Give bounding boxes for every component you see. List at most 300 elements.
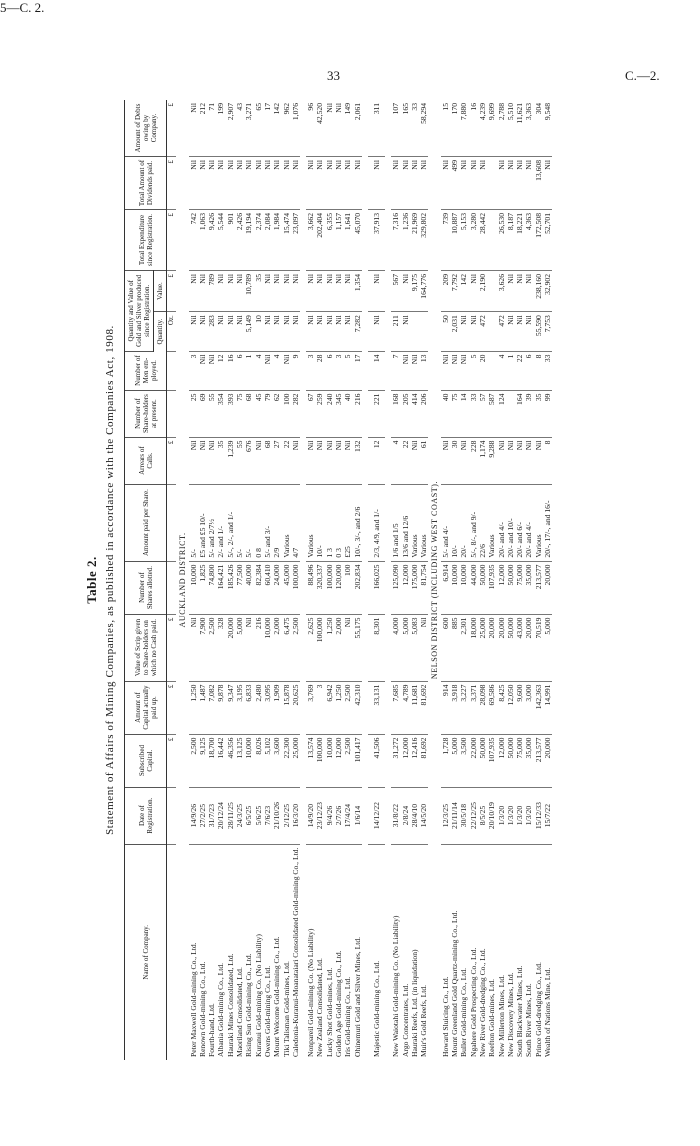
cell-scrip: 20,000 xyxy=(497,614,506,681)
cell-amount: 22/6 xyxy=(478,484,487,561)
cell-men: Nil xyxy=(441,351,450,390)
table-row xyxy=(450,100,459,1060)
col-amount-per-share: Amount paid per Share. xyxy=(125,484,167,561)
table-row xyxy=(325,100,334,1060)
cell-quantity xyxy=(487,312,496,351)
cell-arrears: Nil xyxy=(254,437,263,484)
cell-value: 1,354 xyxy=(353,271,362,312)
cell-paid: 9,878 xyxy=(216,681,225,734)
cell-value: 238,160 xyxy=(534,271,543,312)
cell-paid: 2,500 xyxy=(343,681,352,734)
unit-pound: £ xyxy=(167,437,177,484)
cell-men: 3 xyxy=(189,351,198,390)
cell-dividends: Nil xyxy=(515,157,524,210)
cell-amount: Various xyxy=(419,484,428,561)
cell-date: 1/3/20 xyxy=(515,787,524,844)
cell-holders: 45 xyxy=(254,390,263,437)
footer-code: 5—C. 2. xyxy=(0,0,45,15)
cell-subscribed: 22,000 xyxy=(469,734,478,787)
cell-holders: 62 xyxy=(272,390,281,437)
cell-name: Owens Gold-mining Co., Ltd. xyxy=(262,965,272,1057)
cell-dividends: Nil xyxy=(306,157,315,210)
cell-amount: 10/- xyxy=(315,484,324,561)
cell-arrears: Nil xyxy=(189,437,198,484)
cell-debts: 2,788 xyxy=(497,100,506,157)
cell-subscribed: 41,506 xyxy=(368,734,385,787)
cell-debts: Nil xyxy=(334,100,343,157)
cell-arrears: 27 xyxy=(272,437,281,484)
cell-date: 14/5/20 xyxy=(419,787,428,844)
cell-date: 30/5/18 xyxy=(459,787,468,844)
cell-scrip: 2,000 xyxy=(272,614,281,681)
cell-men: 6 xyxy=(524,351,533,390)
cell-arrears: 4 xyxy=(391,437,400,484)
table-row xyxy=(515,100,524,1060)
cell-scrip: 25,000 xyxy=(478,614,487,681)
cell-subscribed: 50,000 xyxy=(506,734,515,787)
cell-subscribed: 13,574 xyxy=(306,734,315,787)
cell-expenditure: 3,280 xyxy=(469,210,478,271)
cell-name: Hauraki Mines Consolidated, Ltd. xyxy=(225,953,235,1057)
cell-paid: 3,227 xyxy=(459,681,468,734)
cell-dividends: Nil xyxy=(506,157,515,210)
cell-shares: 164,421 xyxy=(216,561,225,614)
cell-date: 2/12/25 xyxy=(282,787,291,844)
cell-scrip: 10,000 xyxy=(263,614,272,681)
cell-date: 15/12/33 xyxy=(534,787,543,844)
cell-men: 7 xyxy=(391,351,400,390)
cell-quantity: Nil xyxy=(272,312,281,351)
cell-dividends: Nil xyxy=(401,157,410,210)
cell-men: 6 xyxy=(325,351,334,390)
table-subtitle: Statement of Affairs of Mining Companies, as published in accordance with the Companies Act, 1908. xyxy=(104,325,116,835)
cell-subscribed: 25,000 xyxy=(291,734,300,787)
cell-shares: 202,834 xyxy=(353,561,362,614)
cell-quantity: Nil xyxy=(291,312,300,351)
cell-shares: 107,935 xyxy=(487,561,496,614)
cell-quantity: 472 xyxy=(478,312,487,351)
cell-amount: 4/7 xyxy=(291,484,300,561)
cell-arrears: Nil xyxy=(515,437,524,484)
cell-arrears: 35 xyxy=(216,437,225,484)
cell-shares: 125,090 xyxy=(391,561,400,614)
cell-paid: 1,487 xyxy=(198,681,207,734)
cell-men: 4 xyxy=(272,351,281,390)
cell-value: 567 xyxy=(391,271,400,312)
cell-paid: 33,131 xyxy=(368,681,385,734)
cell-expenditure: 15,474 xyxy=(282,210,291,271)
cell-expenditure: 901 xyxy=(226,210,235,271)
cell-subscribed: 5,102 xyxy=(263,734,272,787)
cell-men: 14 xyxy=(368,351,385,390)
cell-value: 7,792 xyxy=(450,271,459,312)
cell-quantity: Nil xyxy=(368,312,385,351)
cell-debts: 5,510 xyxy=(506,100,515,157)
table-row xyxy=(478,100,487,1060)
cell-amount: 20/- and 4/- xyxy=(524,484,533,561)
cell-shares: 24,000 xyxy=(272,561,281,614)
cell-name: Argo Concentrates, Ltd. xyxy=(400,983,410,1057)
cell-scrip: 1,250 xyxy=(325,614,334,681)
cell-expenditure: 8,187 xyxy=(506,210,515,271)
cell-subscribed: 2,500 xyxy=(189,734,198,787)
cell-scrip: 5,000 xyxy=(543,614,552,681)
cell-scrip: Nil xyxy=(189,614,198,681)
cell-holders: 39 xyxy=(524,390,533,437)
cell-date: 7/6/23 xyxy=(263,787,272,844)
cell-holders: 79 xyxy=(263,390,272,437)
cell-subscribed: 12,000 xyxy=(334,734,343,787)
cell-quantity: Nil xyxy=(216,312,225,351)
cell-shares: 6,914 xyxy=(441,561,450,614)
cell-subscribed: 9,125 xyxy=(198,734,207,787)
cell-value: 9,175 xyxy=(410,271,419,312)
cell-men: 1 xyxy=(244,351,253,390)
cell-dividends: Nil xyxy=(272,157,281,210)
cell-scrip: 43,000 xyxy=(515,614,524,681)
district-heading: NELSON DISTRICT (INCLUDING WEST COAST). xyxy=(430,480,440,680)
cell-value: 35 xyxy=(254,271,263,312)
cell-subscribed: 107,935 xyxy=(487,734,496,787)
table-row xyxy=(272,100,281,1060)
cell-value: Nil xyxy=(469,271,478,312)
cell-men: 6 xyxy=(235,351,244,390)
cell-paid: 69,586 xyxy=(487,681,496,734)
cell-amount: 0 3 xyxy=(334,484,343,561)
table-row xyxy=(343,100,352,1060)
cell-shares: 100,000 xyxy=(325,561,334,614)
cell-dividends: 13,608 xyxy=(534,157,543,210)
cell-shares: 10,000 xyxy=(459,561,468,614)
cell-quantity: Nil xyxy=(263,312,272,351)
cell-holders: 240 xyxy=(325,390,334,437)
cell-value: Nil xyxy=(272,271,281,312)
table-row xyxy=(353,100,362,1060)
col-date: Date of Registration. xyxy=(125,787,167,844)
cell-subscribed: 46,356 xyxy=(226,734,235,787)
cell-dividends: Nil xyxy=(524,157,533,210)
cell-scrip: 2,500 xyxy=(207,614,216,681)
cell-expenditure: 1,157 xyxy=(334,210,343,271)
cell-quantity: 283 xyxy=(207,312,216,351)
unit-pound: £ xyxy=(167,614,177,681)
cell-date: 1/3/20 xyxy=(506,787,515,844)
cell-subscribed: 31,272 xyxy=(391,734,400,787)
cell-amount: 5/- and 4/- xyxy=(441,484,450,561)
cell-arrears: Nil xyxy=(198,437,207,484)
col-debts: Amount of Debts owing by Company. xyxy=(125,100,167,157)
cell-shares: 45,000 xyxy=(282,561,291,614)
cell-name: Prince Gold-dredging Co., Ltd. xyxy=(533,962,543,1057)
cell-scrip: Nil xyxy=(244,614,253,681)
cell-paid: 12,050 xyxy=(506,681,515,734)
cell-value: Nil xyxy=(401,271,410,312)
unit-pound: £ xyxy=(167,734,177,787)
table-row xyxy=(487,100,496,1060)
cell-value: Nil xyxy=(189,271,198,312)
cell-holders: 100 xyxy=(282,390,291,437)
cell-shares: 10,000 xyxy=(189,561,198,614)
cell-quantity: 5,149 xyxy=(244,312,253,351)
cell-scrip: 600 xyxy=(441,614,450,681)
cell-paid: 8,425 xyxy=(497,681,506,734)
cell-paid: 142,363 xyxy=(534,681,543,734)
cell-name: Mount Welcome Gold-mining Co., Ltd. xyxy=(272,936,282,1057)
rotated-table-block xyxy=(84,100,644,1060)
cell-holders: 14 xyxy=(459,390,468,437)
cell-scrip: 20,000 xyxy=(226,614,235,681)
cell-name: Golden Age Gold-mining Co., Ltd. xyxy=(334,950,344,1057)
cell-shares: 12,000 xyxy=(497,561,506,614)
cell-quantity: 2,031 xyxy=(450,312,459,351)
cell-debts: 304 xyxy=(534,100,543,157)
cell-quantity: Nil xyxy=(401,312,410,351)
cell-quantity: Nil xyxy=(198,312,207,351)
cell-date: 5/6/25 xyxy=(254,787,263,844)
cell-debts: 3,363 xyxy=(524,100,533,157)
cell-expenditure: 202,404 xyxy=(315,210,324,271)
cell-holders: 67 xyxy=(306,390,315,437)
cell-scrip: 2,500 xyxy=(291,614,300,681)
cell-value: 209 xyxy=(441,271,450,312)
cell-name: New Zealand Consolidated, Ltd. xyxy=(315,958,325,1057)
cell-expenditure: 4,363 xyxy=(524,210,533,271)
cell-shares: 60,410 xyxy=(263,561,272,614)
cell-expenditure: 329,802 xyxy=(419,210,428,271)
cell-paid: 3,095 xyxy=(263,681,272,734)
cell-quantity: 472 xyxy=(497,312,506,351)
cell-expenditure: 1,984 xyxy=(272,210,281,271)
cell-quantity: Nil xyxy=(226,312,235,351)
cell-paid: 3,769 xyxy=(306,681,315,734)
cell-debts: 43 xyxy=(235,100,244,157)
cell-quantity: Nil xyxy=(343,312,352,351)
cell-expenditure: 52,701 xyxy=(543,210,552,271)
unit-oz: Oz. xyxy=(167,312,177,351)
cell-value: 10,789 xyxy=(244,271,253,312)
cell-holders: 25 xyxy=(189,390,198,437)
cell-date: 31/8/22 xyxy=(391,787,400,844)
cell-scrip: 216 xyxy=(254,614,263,681)
cell-men: 22 xyxy=(515,351,524,390)
cell-name: Kuranui Gold-mining Co. (No Liability) xyxy=(253,934,263,1057)
cell-dividends: Nil xyxy=(207,157,216,210)
cell-amount: £5 and £5 10/- xyxy=(198,484,207,561)
cell-quantity: 55,590 xyxy=(534,312,543,351)
table-row xyxy=(198,100,207,1060)
cell-value: Nil xyxy=(291,271,300,312)
cell-shares: 185,426 xyxy=(226,561,235,614)
cell-paid: 7,082 xyxy=(207,681,216,734)
cell-arrears: 61 xyxy=(419,437,428,484)
cell-date: 27/2/25 xyxy=(198,787,207,844)
col-arrears: Arrears of Calls. xyxy=(125,437,167,484)
cell-amount: 20/- and 6/- xyxy=(515,484,524,561)
cell-name: Caledonia-Kuranui-Moanataiari Consolidated Gold-mining Co., Ltd. xyxy=(290,847,300,1057)
cell-dividends: Nil xyxy=(216,157,225,210)
cell-paid: 9,347 xyxy=(226,681,235,734)
cell-subscribed: 3,500 xyxy=(459,734,468,787)
table-row xyxy=(459,100,468,1060)
cell-amount: 2/- and 1/- xyxy=(216,484,225,561)
unit-pound: £ xyxy=(167,157,177,210)
cell-quantity: Nil xyxy=(189,312,198,351)
cell-men: 5 xyxy=(343,351,352,390)
cell-arrears: 55 xyxy=(235,437,244,484)
cell-paid: 15,878 xyxy=(282,681,291,734)
col-value: Value. xyxy=(154,271,167,312)
cell-holders: 354 xyxy=(216,390,225,437)
cell-value: Nil xyxy=(306,271,315,312)
cell-name: Wealth of Nations Mine, Ltd. xyxy=(542,967,552,1057)
cell-date: 1/3/20 xyxy=(497,787,506,844)
cell-value: Nil xyxy=(506,271,515,312)
cell-quantity: Nil xyxy=(515,312,524,351)
cell-quantity: Nil xyxy=(315,312,324,351)
cell-men: 4 xyxy=(497,351,506,390)
cell-expenditure: 739 xyxy=(441,210,450,271)
cell-scrip: 8,301 xyxy=(368,614,385,681)
cell-debts: 311 xyxy=(368,100,385,157)
cell-value: Nil xyxy=(325,271,334,312)
col-holders: Number of Share-holders at present. xyxy=(125,390,167,437)
table-row xyxy=(235,100,244,1060)
cell-debts: 96 xyxy=(306,100,315,157)
cell-name: New River Gold-dredging Co., Ltd. xyxy=(477,948,487,1057)
cell-amount: 20/- and 4/- xyxy=(497,484,506,561)
cell-scrip: 885 xyxy=(450,614,459,681)
cell-scrip: 5,083 xyxy=(410,614,419,681)
col-dividends: Total Amount of Dividends paid. xyxy=(125,157,167,210)
cell-amount: Various xyxy=(282,484,291,561)
district-heading: AUCKLAND DISTRICT. xyxy=(178,532,188,628)
cell-date: 28/4/10 xyxy=(410,787,419,844)
district-heading-row xyxy=(428,100,440,1060)
cell-men: 3 xyxy=(306,351,315,390)
cell-men: Nil xyxy=(207,351,216,390)
cell-amount: 5/- and 2/7½ xyxy=(207,484,216,561)
cell-men: 28 xyxy=(315,351,324,390)
cell-debts: 199 xyxy=(216,100,225,157)
cell-arrears: 8 xyxy=(543,437,552,484)
cell-arrears: 68 xyxy=(263,437,272,484)
cell-quantity: Nil xyxy=(325,312,334,351)
table-row xyxy=(391,100,400,1060)
cell-dividends: Nil xyxy=(441,157,450,210)
cell-debts: 9,699 xyxy=(487,100,496,157)
cell-expenditure: 3,662 xyxy=(306,210,315,271)
cell-shares: 213,577 xyxy=(534,561,543,614)
cell-men: Nil xyxy=(198,351,207,390)
cell-value: Nil xyxy=(343,271,352,312)
cell-scrip: 70,519 xyxy=(534,614,543,681)
cell-scrip: 5,000 xyxy=(235,614,244,681)
cell-debts: 17 xyxy=(263,100,272,157)
cell-subscribed: 10,000 xyxy=(325,734,334,787)
cell-subscribed: 20,000 xyxy=(543,734,552,787)
cell-paid: 11,681 xyxy=(410,681,419,734)
cell-amount: 13/6 and 12/6 xyxy=(401,484,410,561)
cell-expenditure: 5,153 xyxy=(459,210,468,271)
cell-value: Nil xyxy=(216,271,225,312)
cell-holders: 587 xyxy=(487,390,496,437)
cell-shares: 77,500 xyxy=(235,561,244,614)
cell-paid: 81,692 xyxy=(419,681,428,734)
cell-holders: 75 xyxy=(235,390,244,437)
cell-paid: 3,371 xyxy=(469,681,478,734)
cell-expenditure: 2,374 xyxy=(254,210,263,271)
cell-amount: 2/9 xyxy=(272,484,281,561)
cell-date: 21/11/14 xyxy=(450,787,459,844)
cell-expenditure xyxy=(487,210,496,271)
cell-debts: 11,621 xyxy=(515,100,524,157)
cell-date: 14/12/22 xyxy=(368,787,385,844)
cell-name: Peter Maxwell Gold-mining Co., Ltd. xyxy=(188,942,198,1057)
cell-name: Fourth-hand, Ltd. xyxy=(207,1003,217,1057)
cell-name: Ohinemuri Gold and Silver Mines, Ltd. xyxy=(352,936,362,1057)
cell-expenditure: 26,530 xyxy=(497,210,506,271)
cell-name: Iris Gold-mining Co., Ltd. xyxy=(343,976,353,1057)
cell-shares: 75,000 xyxy=(515,561,524,614)
cell-expenditure: 19,194 xyxy=(244,210,253,271)
cell-shares: 100 xyxy=(343,561,352,614)
table-row xyxy=(543,100,552,1060)
cell-arrears: 30 xyxy=(450,437,459,484)
cell-subscribed: 13,125 xyxy=(235,734,244,787)
cell-name: Rising Sun Gold-mining Co., Ltd. xyxy=(244,953,254,1057)
unit-pound: £ xyxy=(167,681,177,734)
cell-debts: 4,239 xyxy=(478,100,487,157)
cell-shares: 100,000 xyxy=(291,561,300,614)
cell-holders: 414 xyxy=(410,390,419,437)
cell-shares: 74,800 xyxy=(207,561,216,614)
page-number: 33 xyxy=(327,68,340,83)
cell-value: Nil xyxy=(235,271,244,312)
cell-debts: 142 xyxy=(272,100,281,157)
cell-dividends: Nil xyxy=(315,157,324,210)
cell-date: 8/5/25 xyxy=(478,787,487,844)
cell-paid: 7,685 xyxy=(391,681,400,734)
cell-scrip: 328 xyxy=(216,614,225,681)
cell-debts: 165 xyxy=(401,100,410,157)
cell-dividends: Nil xyxy=(282,157,291,210)
cell-expenditure: 5,544 xyxy=(216,210,225,271)
cell-name: South Blackwater Mines, Ltd. xyxy=(515,965,525,1057)
cell-holders: 69 xyxy=(198,390,207,437)
cell-dividends: Nil xyxy=(189,157,198,210)
cell-shares: 166,025 xyxy=(368,561,385,614)
cell-subscribed: 12,416 xyxy=(410,734,419,787)
table-row xyxy=(207,100,216,1060)
cell-arrears: Nil xyxy=(441,437,450,484)
cell-quantity: Nil xyxy=(282,312,291,351)
cell-shares: 12,000 xyxy=(401,561,410,614)
cell-arrears: 1,174 xyxy=(478,437,487,484)
cell-holders: 282 xyxy=(291,390,300,437)
cell-holders: 206 xyxy=(419,390,428,437)
cell-amount: 5/- and 3/- xyxy=(263,484,272,561)
cell-dividends: Nil xyxy=(478,157,487,210)
cell-date: 22/12/25 xyxy=(469,787,478,844)
cell-shares: 50,000 xyxy=(506,561,515,614)
cell-value: 2,190 xyxy=(478,271,487,312)
cell-scrip: 4,000 xyxy=(391,614,400,681)
cell-shares: 44,000 xyxy=(469,561,478,614)
cell-date: 28/11/25 xyxy=(226,787,235,844)
cell-dividends: Nil xyxy=(198,157,207,210)
table-row xyxy=(524,100,533,1060)
table-title: Table 2. xyxy=(84,556,99,604)
